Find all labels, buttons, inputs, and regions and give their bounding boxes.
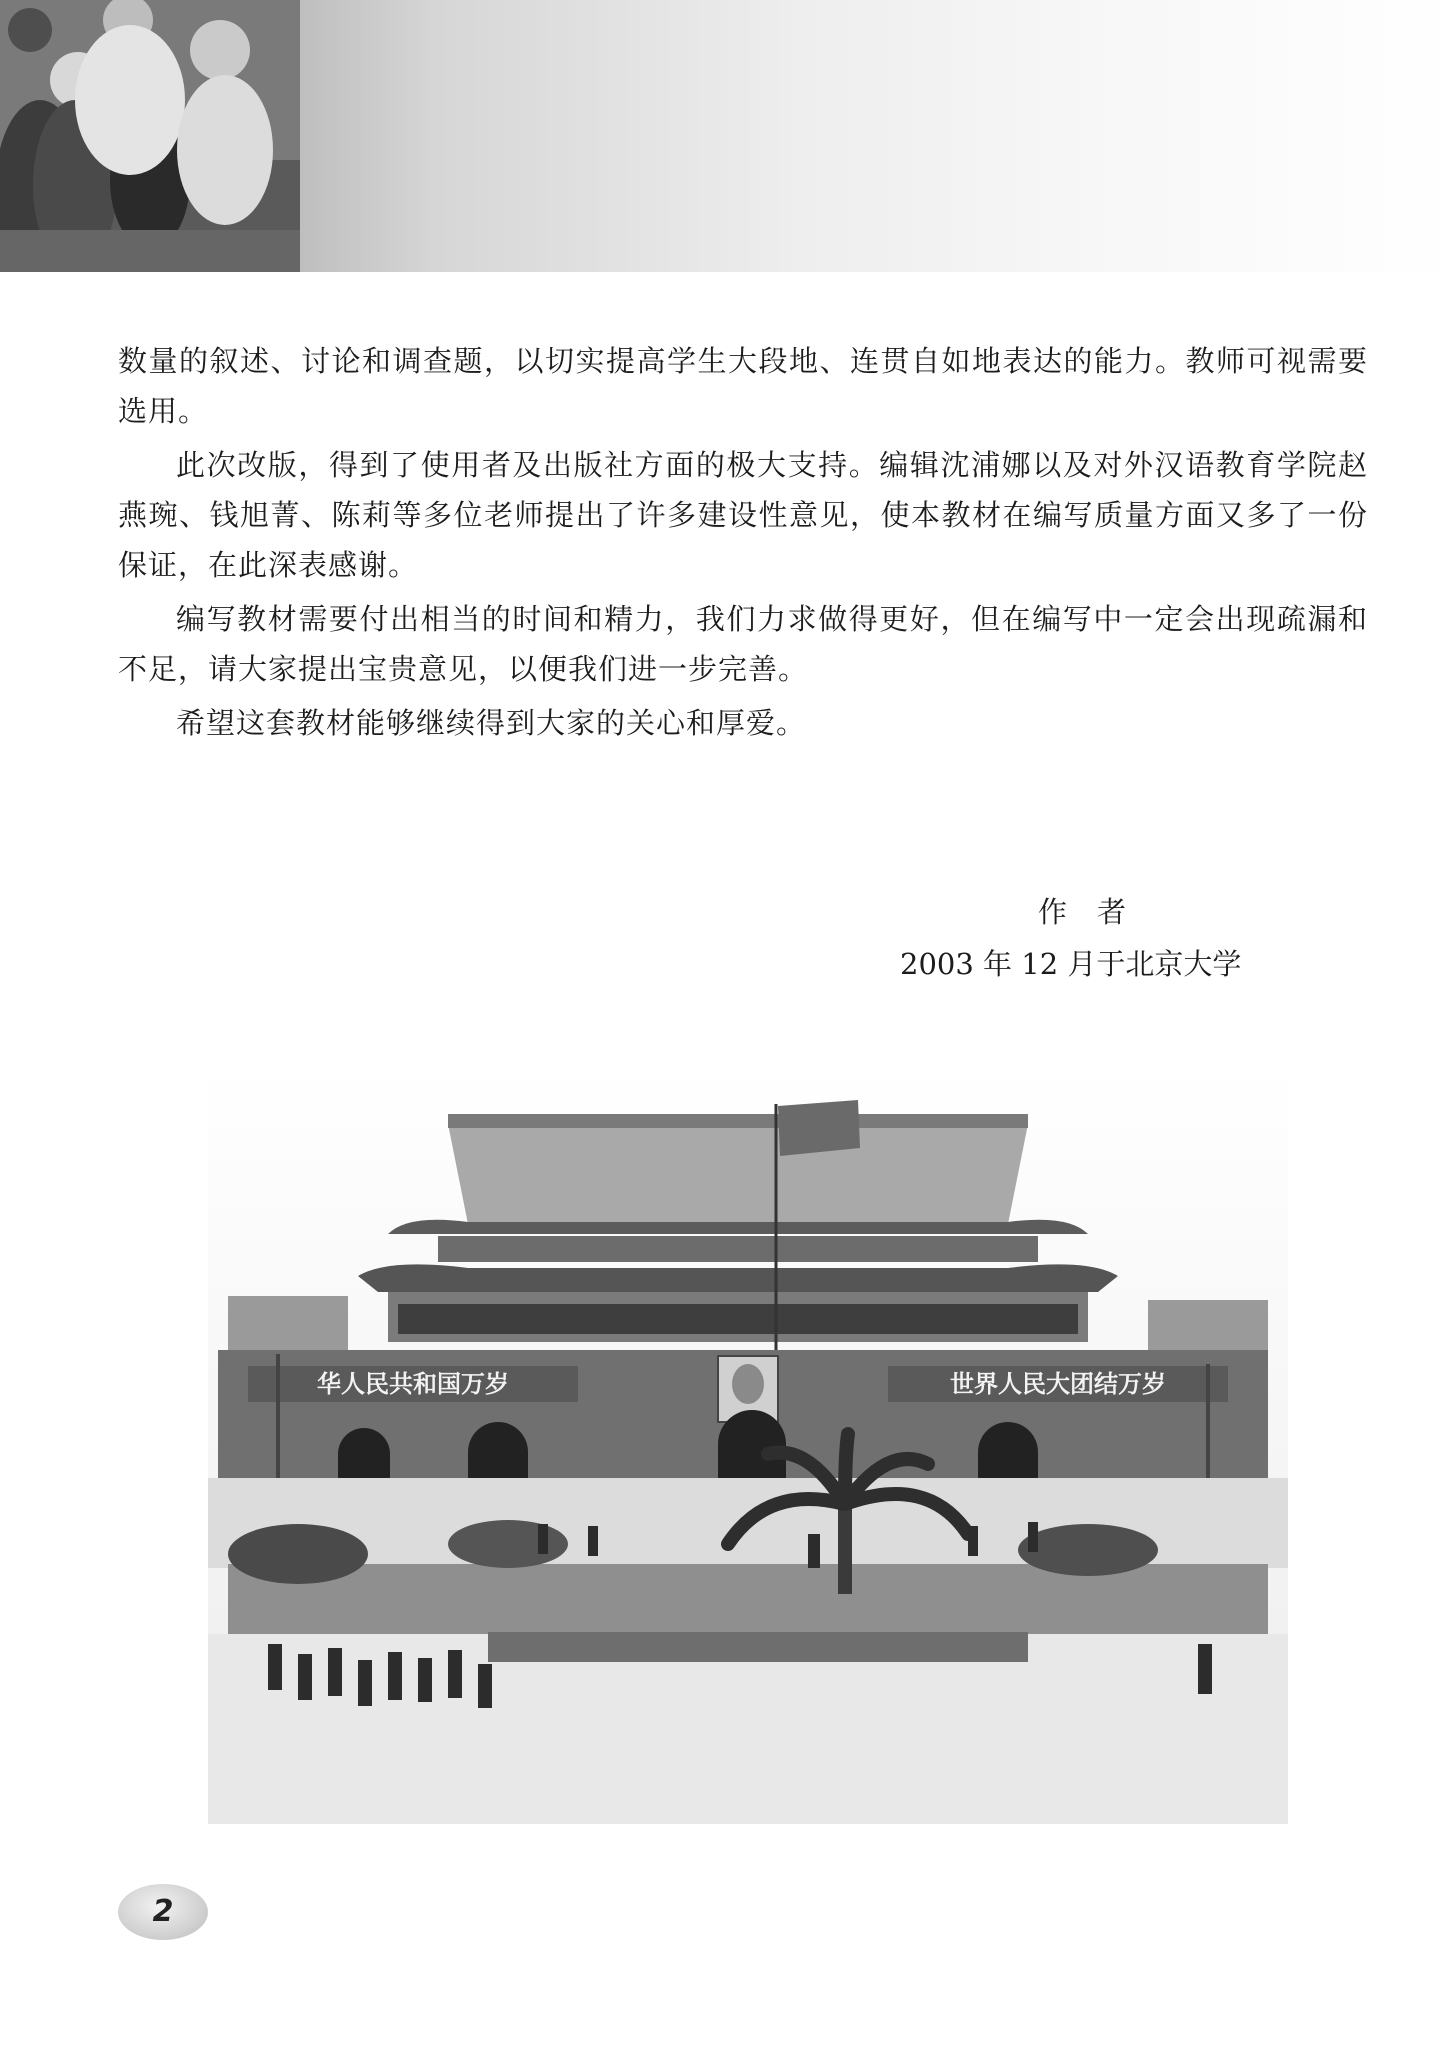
signature-date-place: 2003 年 12 月于北京大学: [900, 947, 1242, 981]
paragraph-2: 此次改版，得到了使用者及出版社方面的极大支持。编辑沈浦娜以及对外汉语教育学院赵燕琬、钱旭菁、陈莉等多位老师提出了许多建设性意见，使本教材在编写质量方面又多了一份保证，在此深表感谢。: [118, 448, 1368, 582]
page-number: 2: [118, 1884, 208, 1940]
signature-block: [900, 886, 1241, 990]
preface-body: [118, 336, 1368, 752]
paragraph-4: 希望这套教材能够继续得到大家的关心和厚爱。: [176, 706, 807, 740]
tiananmen-photo: [208, 1064, 1288, 1824]
paragraph-1: 数量的叙述、讨论和调查题，以切实提高学生大段地、连贯自如地表达的能力。教师可视需要选用。: [118, 344, 1368, 428]
banner-left: 华人民共和国万岁: [317, 1370, 509, 1398]
header-family-photo: [0, 0, 1454, 272]
signature-author: 作者: [1038, 895, 1157, 929]
paragraph-3: 编写教材需要付出相当的时间和精力，我们力求做得更好，但在编写中一定会出现疏漏和不足，请大家提出宝贵意见，以便我们进一步完善。: [118, 602, 1368, 686]
family-photo-figures: [0, 0, 300, 272]
banner-right: 世界人民大团结万岁: [950, 1370, 1166, 1398]
